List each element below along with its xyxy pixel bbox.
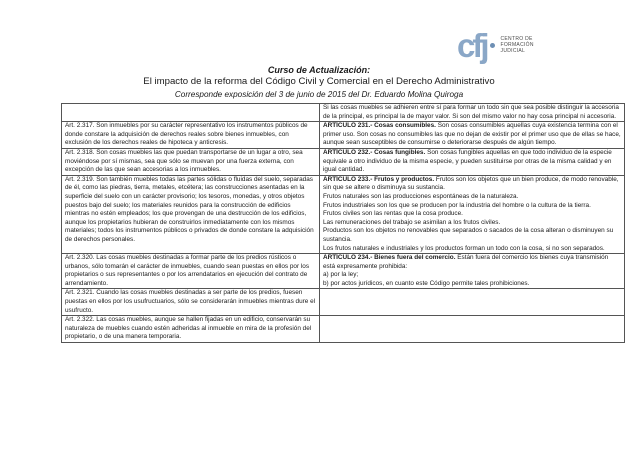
table-row (62, 316, 625, 343)
old-code-cell: Art. 2.320. Las cosas muebles destinadas a formar parte de los predios rústicos o urbanos, sólo tomarán el carácter de inmuebles, cuando sean puestas en ellos por los propietarios o sus representantes o por los arrendatarios en ejecución del contrato de arrendamiento. (62, 254, 320, 289)
cell-paragraph: Productos son los objetos no renovables que separados o sacados de la cosa alteran o disminuyen su sustancia. (323, 227, 614, 243)
cell-paragraph: Son cosas consumibles aquellas cuya existencia termina con el primer uso. Son cosas no consumibles las que no dejan de existir por el primer uso que de ellas se hace, aunque sean susceptibles de consumirse o deteriorarse después de algún tiempo. (323, 122, 621, 147)
cell-paragraph: b) por actos jurídicos, en cuanto este Código permite tales prohibiciones. (323, 279, 530, 287)
new-code-cell (320, 148, 625, 175)
cell-paragraph: Están fuera del comercio los bienes cuya transmisión está expresamente prohibida: (323, 254, 609, 270)
logo-line: CENTRO DE (500, 36, 533, 42)
old-code-cell (62, 104, 320, 122)
old-code-cell: Art. 2.318. Son cosas muebles las que puedan transportarse de un lugar a otro, sea moviéndose por sí mismas, sea que sólo se muevan por una fuerza externa, con excepción de las que sean accesorias a los inmuebles. (62, 148, 320, 175)
cell-paragraph: Las remuneraciones del trabajo se asimilan a los frutos civiles. (323, 218, 501, 226)
cell-paragraph: Son cosas fungibles aquellas en que todo individuo de la especie equivale a otro individuo de la misma especie, y pueden sustituirse por otras de la misma calidad y en igual cantidad. (323, 148, 612, 174)
new-code-cell (320, 289, 625, 316)
new-code-cell (320, 104, 625, 122)
old-code-cell: Art. 2.322. Las cosas muebles, aunque se hallen fijadas en un edificio, conservarán su naturaleza de muebles cuando estén adheridas al inmueble en mira de la profesión del propietario, o de una manera temporaria. (62, 316, 320, 343)
new-code-cell (320, 316, 625, 343)
logo-text (501, 36, 534, 54)
cell-paragraph: Frutos industriales son los que se producen por la industria del hombre o la cultura de la tierra. (323, 201, 591, 209)
table-row (62, 254, 625, 289)
document-title: El impacto de la reforma del Código Civil y Comercial en el Derecho Administrativo (143, 76, 495, 87)
cell-paragraph: Si las cosas muebles se adhieren entre sí para formar un todo sin que sea posible distinguir la accesoria de la principal, es principal la de mayor valor. Si son del mismo valor no hay cosa principal ni accesoria. (323, 104, 619, 120)
cell-paragraph: Los frutos naturales e industriales y los productos forman un todo con la cosa, si no son separados. (323, 244, 605, 252)
new-code-cell (320, 175, 625, 253)
article-heading: ARTÍCULO 233.- Frutos y productos. (323, 175, 435, 183)
article-heading: ARTÍCULO 234.- Bienes fuera del comercio. (323, 254, 456, 262)
table-row (62, 148, 625, 175)
article-heading: ARTÍCULO 232.- Cosas fungibles. (323, 148, 426, 156)
logo-mark: cfj (457, 26, 487, 64)
new-code-cell (320, 122, 625, 149)
logo-line: JUDICIAL (500, 48, 526, 54)
cell-paragraph: Frutos civiles son las rentas que la cosa produce. (323, 210, 463, 218)
cfj-logo (457, 26, 534, 64)
old-code-cell: Art. 2.317. Son inmuebles por su carácter representativo los instrumentos públicos de donde constare la adquisición de derechos reales sobre bienes inmuebles, con exclusión de los derechos reales de hipoteca y anticresis. (62, 122, 320, 149)
new-code-cell (320, 254, 625, 289)
cell-paragraph: Frutos naturales son las producciones espontáneas de la naturaleza. (323, 192, 519, 200)
old-code-cell: Art. 2.319. Son también muebles todas las partes sólidas o fluidas del suelo, separadas de él, como las piedras, tierra, metales, etcétera; las construcciones asentadas en la superficie del suelo con un carácter provisorio; los tesoros, monedas, y otros objetos puestos bajo del suelo; los materiales reunidos para la construcción de edificios mientras no estén empleados; los que provengan de una destrucción de los edificios, aunque los propietarios hubieran de construirlos inmediatamente con los mismos materiales; todos los instrumentos públicos o privados de donde constare la adquisición de derechos personales. (62, 175, 320, 253)
logo-dot (490, 43, 495, 48)
comparison-table (61, 103, 625, 343)
table-row (62, 122, 625, 149)
table-row (62, 289, 625, 316)
old-code-cell: Art. 2.321. Cuando las cosas muebles destinadas a ser parte de los predios, fuesen puestas en ellos por los usufructuarios, sólo se considerarán inmuebles mientras dure el usufructo. (62, 289, 320, 316)
logo-line: FORMACIÓN (500, 42, 534, 48)
document-subtitle: Corresponde exposición del 3 de junio de 2015 del Dr. Eduardo Molina Quiroga (174, 90, 464, 99)
cell-paragraph: a) por la ley; (323, 271, 359, 279)
table-row (62, 104, 625, 122)
cell-paragraph: Frutos son los objetos que un bien produce, de modo renovable, sin que se altere o disminuya su sustancia. (323, 175, 619, 192)
course-label: Curso de Actualización: (267, 65, 371, 75)
table-row (62, 175, 625, 253)
article-heading: ARTÍCULO 231.- Cosas consumibles. (323, 122, 436, 130)
